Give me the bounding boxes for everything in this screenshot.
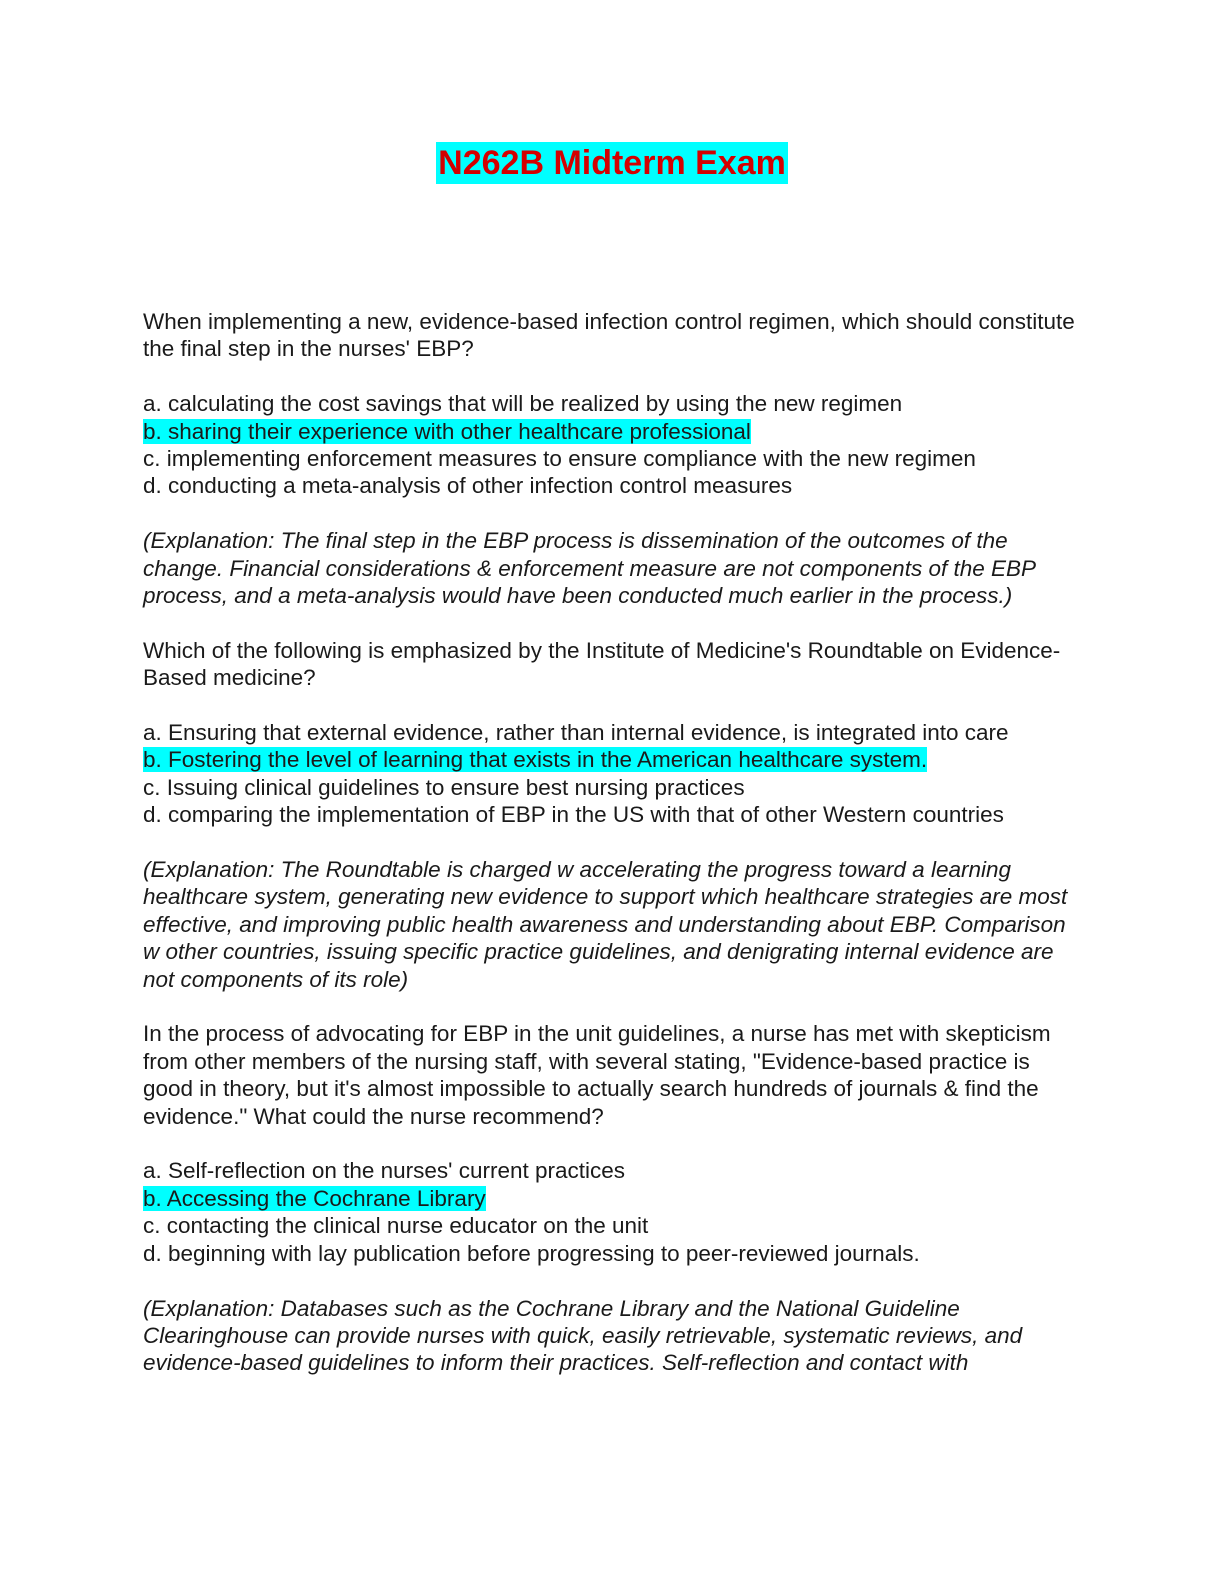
question-2-option-b-correct: b. Fostering the level of learning that exists in the American healthcare system. [143, 747, 928, 773]
question-3-option-a: a. Self-reflection on the nurses' current practices [143, 1158, 626, 1184]
question-2-option-c: c. Issuing clinical guidelines to ensure best nursing practices [143, 774, 745, 800]
question-1-options [143, 390, 1083, 500]
question-1-option-d: d. conducting a meta-analysis of other infection control measures [143, 473, 793, 499]
question-2-explanation: (Explanation: The Roundtable is charged w accelerating the progress toward a learning healthcare system, generating new evidence to support which healthcare strategies are most effective, and improving public health awareness and understanding about EBP. Comparison w other countries, issuing specific practice guidelines, and denigrating internal evidence are not components of its role) [143, 857, 1068, 992]
question-1-option-c: c. implementing enforcement measures to ensure compliance with the new regimen [143, 446, 976, 472]
question-1-option-a: a. calculating the cost savings that will be realized by using the new regimen [143, 391, 903, 417]
title-block [0, 142, 1224, 184]
question-3-option-c: c. contacting the clinical nurse educator on the unit [143, 1213, 649, 1239]
question-1-text: When implementing a new, evidence-based infection control regimen, which should constitute the final step in the nurses' EBP? [143, 309, 1075, 362]
question-1-option-b-correct: b. sharing their experience with other healthcare professional [143, 418, 751, 444]
question-3-option-d: d. beginning with lay publication before progressing to peer-reviewed journals. [143, 1240, 920, 1266]
question-1-explanation: (Explanation: The final step in the EBP process is dissemination of the outcomes of the change. Financial considerations & enforcement measure are not components of the EBP process, and a meta-analysis would have been conducted much earlier in the process.) [143, 528, 1036, 609]
question-2-options [143, 719, 1083, 829]
question-3-explanation: (Explanation: Databases such as the Cochrane Library and the National Guideline Clearinghouse can provide nurses with quick, easily retrievable, systematic reviews, and evidence-based guidelines to inform their practices. Self-reflection and contact with [143, 1295, 1023, 1376]
question-3-text: In the process of advocating for EBP in the unit guidelines, a nurse has met with skepticism from other members of the nursing staff, with several stating, "Evidence-based practice is good in theory, but it's almost impossible to actually search hundreds of journals & find the evidence." What could the nurse recommend? [143, 1021, 1051, 1129]
page-title: N262B Midterm Exam [438, 144, 786, 182]
question-3-option-b-correct: b. Accessing the Cochrane Library [143, 1185, 486, 1211]
question-3-options [143, 1157, 1083, 1267]
question-2-text: Which of the following is emphasized by the Institute of Medicine's Roundtable on Evidence-Based medicine? [143, 637, 1061, 691]
exam-content [143, 308, 1083, 1404]
question-2-option-a: a. Ensuring that external evidence, rather than internal evidence, is integrated into care [143, 720, 1009, 746]
question-2-option-d: d. comparing the implementation of EBP in the US with that of other Western countries [143, 802, 1004, 828]
